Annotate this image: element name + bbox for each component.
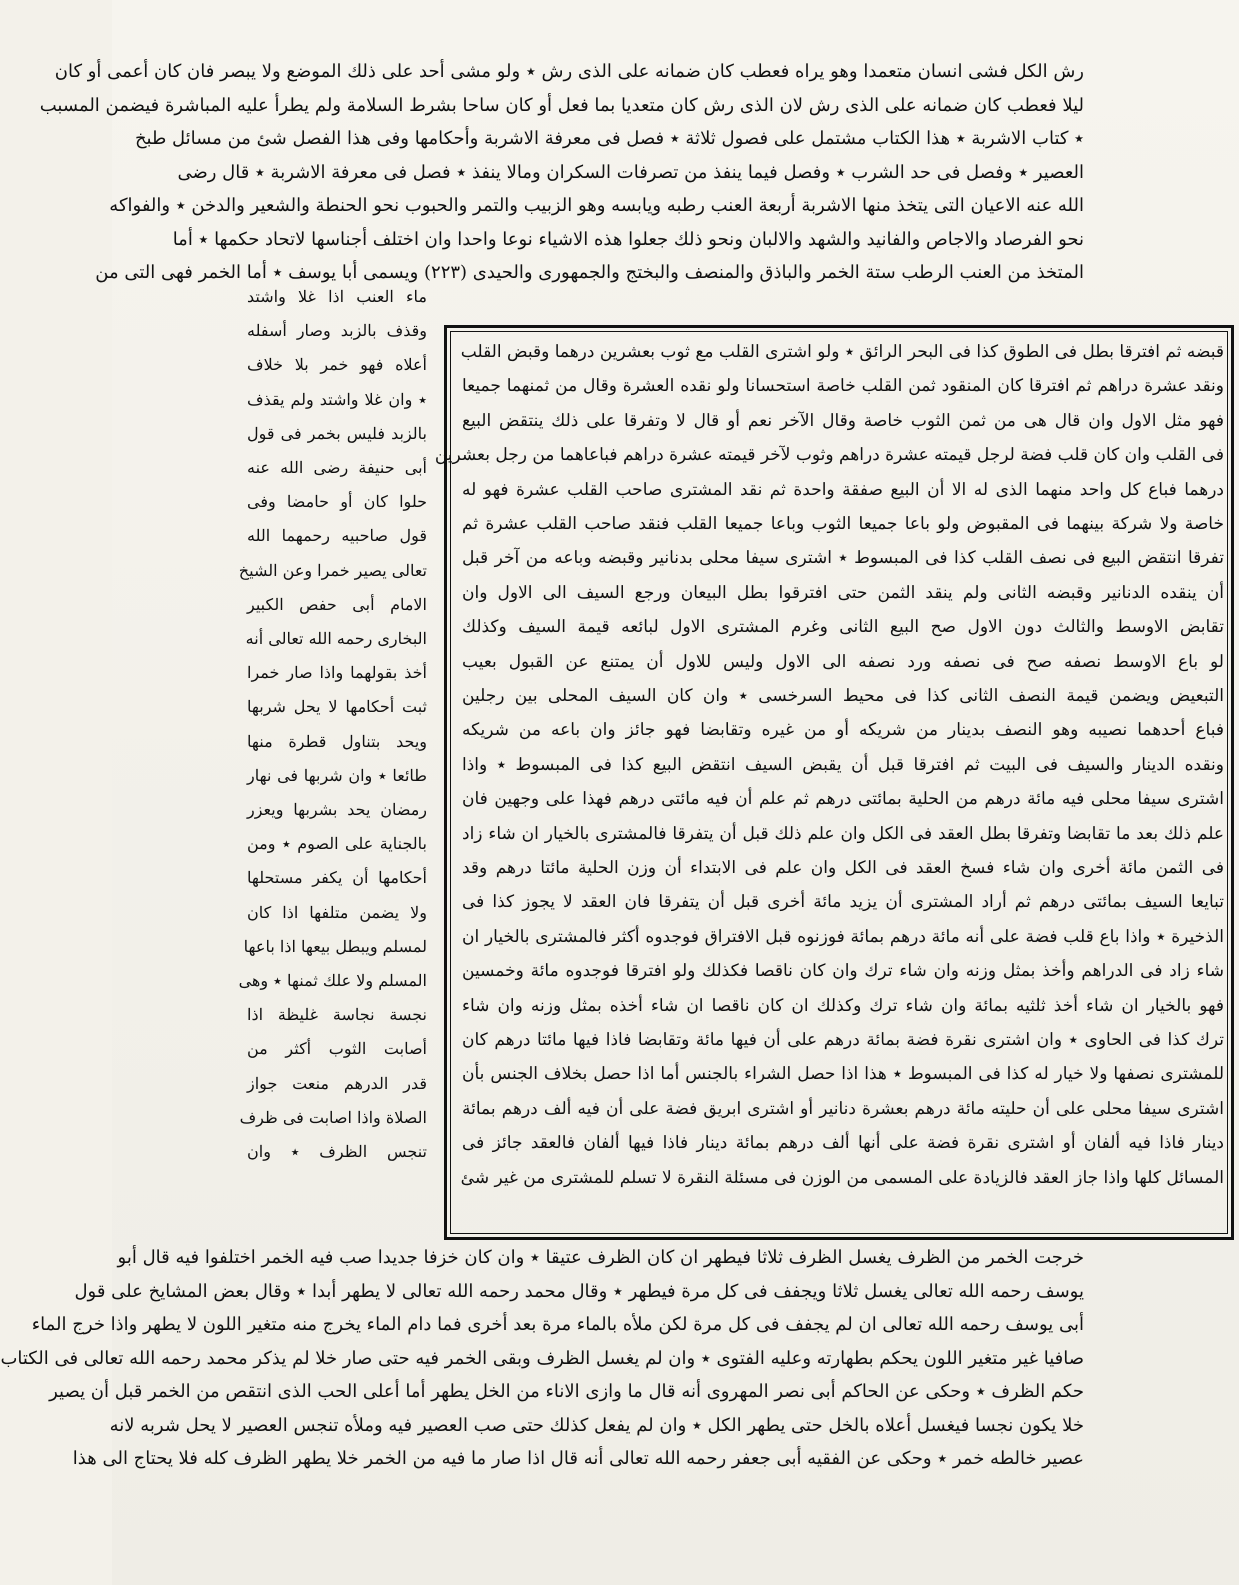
commentary-line: دينار فاذا فيه ألفان أو اشترى نقرة فضة على أنها ألف درهم بمائة دينار فاذا فيها ألفان فالعقد جائز فى (462, 1133, 1224, 1154)
text-line: الله عنه الاعيان التى يتخذ منها الاشربة أربعة العنب رطبه ويابسه وهو الزبيب والتمر والحبوب نحو الحنطة والشعير والدخن ٭ والفواكه (109, 195, 1084, 216)
text-line: خرجت الخمر من الظرف يغسل الظرف ثلاثا فيطهر ان كان الظرف عتيقا ٭ وان كان خزفا جديدا صب فيه الخمر اختلفوا فيه قال أبو (117, 1247, 1084, 1268)
commentary-line: درهما فباع كل واحد منهما الذى له الا أن البيع صفقة واحدة ثم نقد المشترى صاحب القلب عشرة فهو له (462, 479, 1224, 500)
text-line: رش الكل فشى انسان متعمدا وهو يراه فعطب كان ضمانه على الذى رش ٭ ولو مشى أحد على ذلك الموضع ولا يبصر فان كان أعمى أو كان (54, 61, 1084, 82)
side-text-line: ماء العنب اذا غلا واشتد (247, 287, 427, 306)
commentary-line: علم ذلك بعد ما تقابضا وتفرقا بطل العقد فى الكل وان علم ذلك قبل أن يتفرقا فالمشترى بالخيار ان شاء زاد (462, 823, 1224, 844)
side-text-line: طائعا ٭ وان شربها فى نهار (247, 765, 427, 785)
side-text-line: قدر الدرهم منعت جواز (247, 1073, 427, 1093)
text-line: خلا يكون نجسا فيغسل أعلاه بالخل حتى يطهر الكل ٭ وان لم يفعل كذلك حتى صب العصير فيه وملأه تنجس العصير لا يحل شربه لانه (109, 1414, 1084, 1436)
commentary-line: فباع أحدهما نصيبه وهو النصف بدينار من شريكه أو من غيره وتقابضا فهو جائز وان باعه من شريكه (462, 720, 1224, 741)
side-text-line: الصلاة واذا اصابت فى ظرف (239, 1107, 427, 1127)
commentary-line: فى الثمن مائة أخرى وان شاء فسخ العقد فى الكل وان علم فى الابتداء أن وزن الحلية مائتا درهم وقد (462, 858, 1224, 878)
commentary-line: قبضه ثم افترقا بطل فى الطوق كذا فى البحر الرائق ٭ ولو اشترى القلب مع ثوب بعشرين درهما وقبض القلب (460, 342, 1224, 362)
commentary-line: خاصة ولا شركة بينهما فى المقبوض ولو باعا جميعا الثوب وباعا جميعا القلب فنقد صاحب القلب عشرة ثم (462, 514, 1224, 534)
commentary-line: ونقده الدينار والسيف فى البيت ثم افترقا قبل أن يقبض السيف انتقض البيع كذا فى المبسوط ٭ واذا (462, 754, 1224, 775)
commentary-line: تقابض الاوسط والثالث دون الاول صح البيع الثانى وغرم المشترى الاول لبائعه قيمة السيف وكذلك (462, 617, 1224, 638)
commentary-line: اشترى سيفا محلى فيه مائة درهم من الحلية بمائتى درهم ثم علم أن فيه مائتى درهم فهذا على وجهين فان (462, 789, 1224, 810)
commentary-line: الذخيرة ٭ واذا باع قلب فضة على أنه مائة درهم بمائة فوزنوه قبل الافتراق فوجدوه أكثر فالمشترى بالخيار ان (462, 926, 1224, 947)
text-line: المتخذ من العنب الرطب ستة الخمر والباذق والمنصف والبختج والجمهورى والحيدى (٢٢٣) ويسمى أبا يوسف ٭ أما الخمر فهى التى من (95, 262, 1084, 283)
side-text-line: وقذف بالزبد وصار أسفله (247, 321, 427, 341)
commentary-line: شاء زاد فى الدراهم وأخذ بمثل وزنه وان شاء ترك وان كان ناقصا فكذلك ولو افترقا فوجدوه مائة وخمسين (462, 961, 1224, 982)
text-line: ٭ كتاب الاشربة ٭ هذا الكتاب مشتمل على فصول ثلاثة ٭ فصل فى معرفة الاشربة وأحكامها وفى هذا الفصل شئ من مسائل طبخ (134, 128, 1084, 149)
commentary-line: ونقد عشرة دراهم ثم افترقا كان المنقود ثمن القلب خاصة استحسانا ولو نقده العشرة وقال من ثمنهما جميعا (462, 376, 1224, 397)
side-text-line: أبى حنيفة رضى الله عنه (247, 458, 427, 477)
side-text-line: ثبت أحكامها لا يحل شربها (247, 697, 427, 717)
commentary-line: فهو بالخيار ان شاء أخذ ثلثيه بمائة وان شاء ترك وكذلك ان كان ناقصا ان شاء أخذه بمثل وزنه وان شاء (462, 995, 1224, 1016)
side-text-line: أخذ بقولهما واذا صار خمرا (247, 663, 427, 683)
side-text-line: ٭ وان غلا واشتد ولم يقذف (247, 389, 427, 409)
side-text-line: قول صاحبيه رحمهما الله (247, 526, 427, 546)
side-text-line: ويحد بتناول قطرة منها (247, 731, 427, 751)
side-text-line: حلوا كان أو حامضا وفى (247, 492, 427, 512)
text-line: ليلا فعطب كان ضمانه على الذى رش لان الذى رش كان متعديا بما فعل أو كان ساحا بشرط السلامة ولم يطرأ عليه المباشرة فيضمن المسبب (39, 94, 1084, 116)
commentary-line: تبايعا السيف بمائتى درهم ثم أراد المشترى أن يزيد مائة أخرى قبل أن يتفرقا فان العقد لا يجوز كذا فى (462, 892, 1224, 913)
commentary-line: فى القلب وان كان قلب فضة لرجل قيمته عشرة دراهم وثوب لآخر قيمته عشرة دراهم فباعاهما من رجل بعشرين (434, 445, 1224, 466)
side-text-line: البخارى رحمه الله تعالى أنه (245, 629, 427, 648)
text-line: نحو الفرصاد والاجاص والفانيد والشهد والالبان ونحو ذلك جعلوا هذه الاشياء نوعا واحدا وان اختلف أجناسها لاتحاد حكمها ٭ أما (172, 228, 1084, 250)
side-text-line: المسلم ولا علك ثمنها ٭ وهى (238, 971, 427, 990)
text-line: صافيا غير متغير اللون يحكم بطهارته وعليه الفتوى ٭ وان لم يغسل الظرف وبقى الخمر فيه حتى صار خلا لم يذكر محمد رحمه الله تعالى فى الكتاب (0, 1347, 1084, 1369)
commentary-line: اشترى سيفا محلى على أن حليته مائة درهم بعشرة دنانير أو اشترى ابريق فضة على أن فيه ألف درهم بمائة (462, 1098, 1224, 1119)
side-text-line: بالزبد فليس بخمر فى قول (247, 423, 427, 443)
side-text-line: رمضان يحد بشربها ويعزر (247, 800, 427, 819)
commentary-line: فهو مثل الاول وان قال هى من ثمن الثوب خاصة وقال الآخر نعم أو قال لا وتفرقا على ذلك ينتقض البيع (462, 410, 1224, 431)
side-text-line: أعلاه فهو خمر بلا خلاف (247, 355, 427, 375)
text-line: يوسف رحمه الله تعالى يغسل ثلاثا ويجفف فى كل مرة فيطهر ٭ وقال محمد رحمه الله تعالى لا يطهر أبدا ٭ وقال بعض المشايخ على قول (74, 1280, 1084, 1302)
side-text-line: بالجناية على الصوم ٭ ومن (247, 834, 427, 854)
text-line: حكم الظرف ٭ وحكى عن الحاكم أبى نصر المهروى أنه قال ما وازى الاناء من الخل يطهر أما أعلى الحب الذى انتقص من الخمر قبل أن يصير (49, 1381, 1084, 1402)
commentary-line: المسائل كلها واذا جاز العقد فالزيادة على المسمى من الوزن فى مسئلة النقرة لا تسلم للمشترى من غير شئ (460, 1167, 1224, 1188)
side-text-line: الامام أبى حفص الكبير (247, 594, 427, 614)
commentary-line: تفرقا انتقض البيع فى نصف القلب كذا فى المبسوط ٭ اشترى سيفا محلى بدنانير وقبضه وباعه من آخر قبل (462, 548, 1224, 569)
text-line: أبى يوسف رحمه الله تعالى ان لم يجفف فى كل مرة لكن ملأه بالماء مرة بعد أخرى فما دام الماء يخرج منه متغير اللون لا يطهر واذا خرج الماء (31, 1314, 1084, 1335)
side-text-line: ولا يضمن متلفها اذا كان (247, 902, 427, 922)
commentary-line: ترك كذا فى الحاوى ٭ وان اشترى نقرة فضة بمائة درهم على أن فيها مائة وتقابضا فاذا فيها مائتا درهم كان (462, 1030, 1224, 1050)
commentary-line: للمشترى نصفها ولا خيار له كذا فى المبسوط ٭ هذا اذا حصل الشراء بالجنس أما اذا حصل بخلاف الجنس بأن (462, 1064, 1224, 1085)
side-text-line: أحكامها أن يكفر مستحلها (247, 868, 427, 888)
text-line: العصير ٭ وفصل فى حد الشرب ٭ وفصل فيما ينفذ من تصرفات السكران ومالا ينفذ ٭ فصل فى معرفة الاشربة ٭ قال رضى (177, 161, 1084, 183)
commentary-line: أن ينقده الدنانير وقبضه الثانى ولم ينقد الثمن حتى افترقوا بطل البيعان ورجع السيف الى الاول وان (462, 582, 1224, 603)
side-text-line: تعالى يصير خمرا وعن الشيخ (238, 560, 427, 580)
side-text-line: لمسلم ويبطل بيعها اذا باعها (243, 936, 427, 956)
text-line: عصير خالطه خمر ٭ وحكى عن الفقيه أبى جعفر رحمه الله تعالى أنه قال اذا صار ما فيه من الخمر خلا يطهر الظرف كله فلا يحتاج الى هذا (72, 1448, 1084, 1469)
side-text-line: أصابت الثوب أكثر من (247, 1039, 427, 1059)
side-text-line: نجسة نجاسة غليظة اذا (247, 1005, 427, 1025)
commentary-line: لو باع الاوسط نصفه صح فى نصفه ورد نصفه الى الاول وليس للاول أن يمتنع عن القبول بعيب (462, 651, 1224, 672)
commentary-line: التبعيض ويضمن قيمة النصف الثانى كذا فى محيط السرخسى ٭ وان كان السيف المحلى بين رجلين (462, 686, 1224, 706)
side-text-line: تنجس الظرف ٭ وان (247, 1142, 427, 1161)
